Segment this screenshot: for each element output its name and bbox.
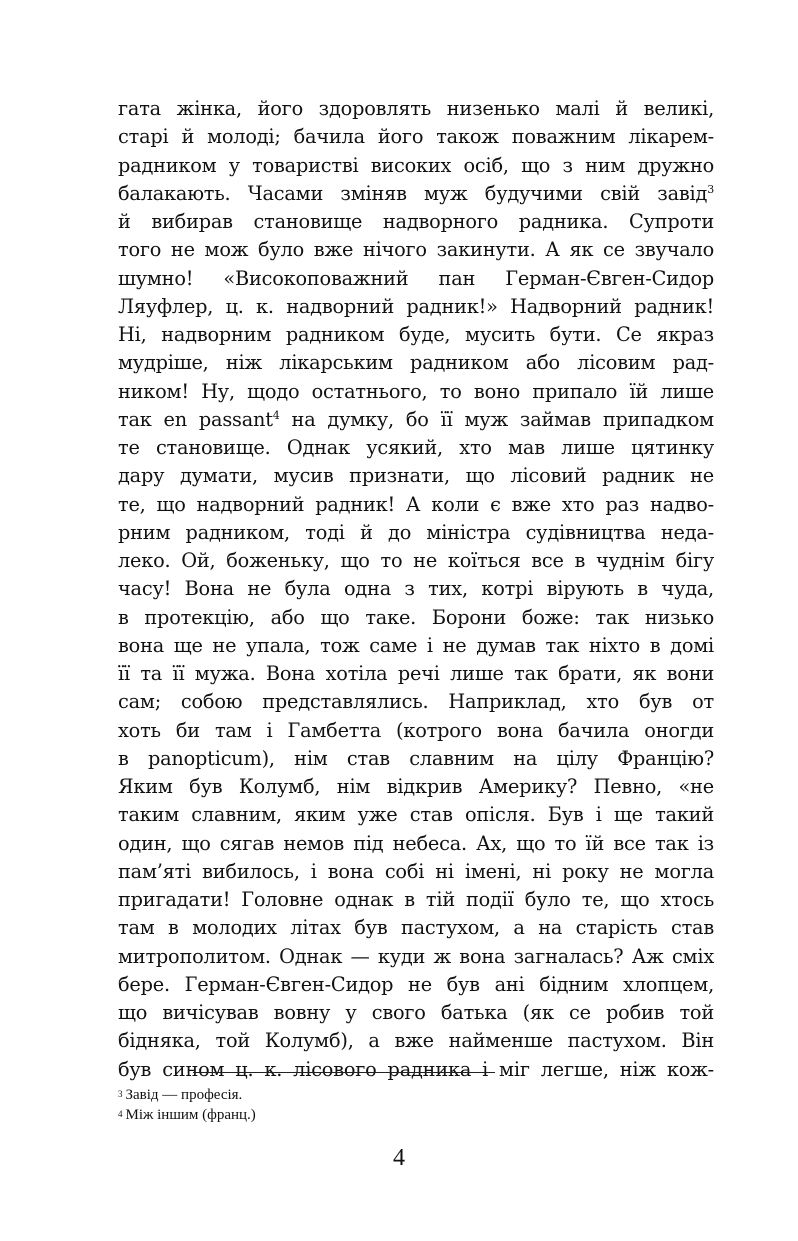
text-line: таким славним, яким уже став опісля. Був і ще такий [118, 803, 714, 827]
text-line: часу! Вона не була одна з тих, котрі вірують в чуда, [118, 577, 714, 601]
text-line: шумно! «Високоповажний пан Герман-Євген-Сидор [118, 266, 714, 290]
main-text [118, 95, 714, 1084]
text-line: Яким був Колумб, нім відкрив Америку? Певно, «не [118, 775, 714, 798]
text-line: вона ще не упала, тож саме і не думав так ніхто в домі [118, 633, 714, 657]
footnote-divider [193, 1072, 495, 1073]
text-line: те становище. Однак усякий, хто мав лише цятинку [118, 436, 714, 459]
text-line: радником у товаристві високих осіб, що з ним дружно [118, 153, 714, 177]
footnote-text: Завід — професія. [125, 1087, 243, 1103]
text-line: один, що сягав немов під небеса. Ах, що то їй все так із [118, 831, 714, 855]
text-line: леко. Ой, боженьку, що то не коїться все в чуднім бігу [118, 549, 714, 572]
text-line: пам’яті вибилось, і вона собі ні імені, ні року не могла [118, 859, 714, 883]
text-line: сам; собою представлялись. Наприклад, хто був от [118, 690, 714, 714]
text-line: в протекцію, або що таке. Борони боже: так низько [118, 605, 714, 629]
text-line: хоть би там і Гамбетта (котрого вона бачила оногди [118, 718, 714, 742]
text-line: бере. Герман-Євген-Сидор не був ані бідним хлопцем, [118, 972, 714, 996]
page-number: 4 [393, 1145, 405, 1171]
text-line [118, 406, 714, 434]
text-line: був сином ц. к. лісового радника і міг легше, ніж кож- [118, 1057, 714, 1081]
text-line: й вибирав становище надворного радника. Супроти [118, 210, 714, 233]
text-line: Ляуфлер, ц. к. надворний радник!» Надворний радник! [118, 294, 714, 318]
text-line: там в молодих літах був пастухом, а на старість став [118, 916, 714, 940]
footnote-text: Між іншим (франц.) [125, 1107, 256, 1123]
footnotes [118, 1085, 714, 1125]
text-line: пригадати! Головне однак в тій події було те, що хтось [118, 888, 714, 911]
text-line: ником! Ну, щодо остатнього, то воно припало їй лише [118, 379, 714, 403]
footnote-ref-3: 3 [707, 182, 714, 196]
footnote-mark: 4 [118, 1109, 123, 1119]
text-line: Ні, надворним радником буде, мусить бути. Се якраз [118, 323, 714, 346]
text-segment: так en passant [118, 407, 273, 431]
footnote-item [118, 1085, 714, 1105]
text-line [118, 180, 714, 208]
text-line: в panopticum), нім став славним на цілу Францію? [118, 746, 714, 770]
text-line: того не мож було вже нічого закинути. А як се звучало [118, 238, 714, 262]
footnote-item [118, 1105, 714, 1125]
text-line: її та її мужа. Вона хотіла речі лише так брати, як вони [118, 662, 714, 685]
text-line: старі й молоді; бачила його також поважним лікарем- [118, 125, 714, 149]
text-line: що вичісував вовну у свого батька (як се робив той [118, 1001, 714, 1024]
text-segment: балакають. Часами зміняв муж будучими свій завід [118, 181, 708, 205]
text-line: бідняка, той Колумб), а вже найменше пастухом. Він [118, 1029, 714, 1053]
text-line: мудріше, ніж лікарським радником або лісовим рад- [118, 351, 714, 375]
footnote-ref-4: 4 [272, 408, 280, 422]
text-line: дару думати, мусив признати, що лісовий радник не [118, 464, 714, 488]
footnote-mark: 3 [118, 1089, 123, 1099]
text-line: гата жінка, його здоровлять низенько малі й великі, [118, 97, 714, 120]
text-line: митрополитом. Однак — куди ж вона загналась? Аж сміх [118, 944, 714, 968]
text-line: те, що надворний радник! А коли є вже хто раз надво- [118, 492, 714, 516]
text-line: рним радником, тоді й до міністра судівництва неда- [118, 520, 714, 544]
text-segment: на думку, бо її муж займав припадком [279, 407, 714, 431]
